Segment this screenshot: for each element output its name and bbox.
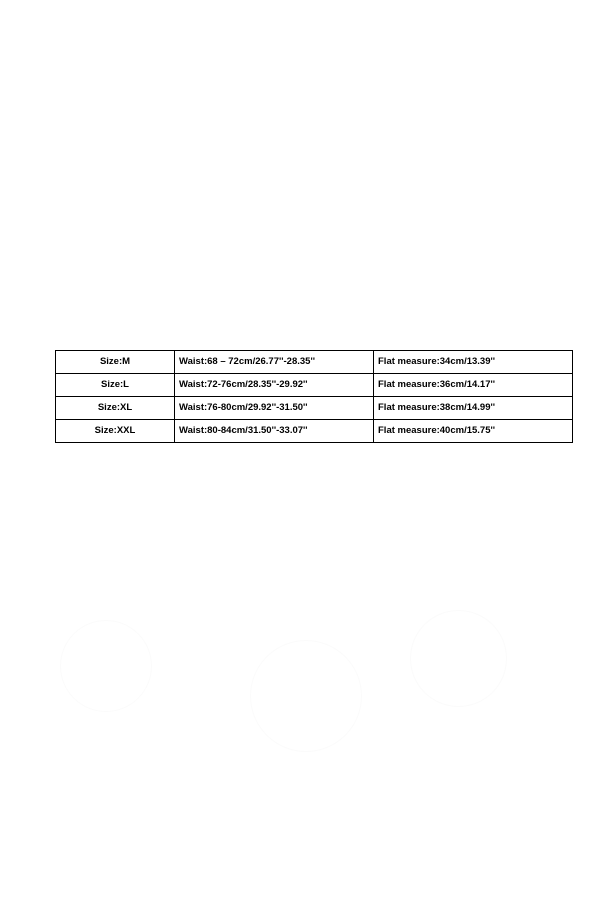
table-row [56, 420, 573, 443]
size-cell: Size:M [56, 351, 175, 374]
flat-measure-cell: Flat measure:36cm/14.17'' [374, 374, 573, 397]
flat-measure-cell: Flat measure:40cm/15.75'' [374, 420, 573, 443]
size-cell: Size:L [56, 374, 175, 397]
table-row [56, 374, 573, 397]
watermark-circle [410, 610, 507, 707]
flat-measure-cell: Flat measure:38cm/14.99'' [374, 397, 573, 420]
table-row [56, 397, 573, 420]
size-chart [55, 350, 545, 443]
waist-cell: Waist:80-84cm/31.50''-33.07'' [175, 420, 374, 443]
waist-cell: Waist:76-80cm/29.92''-31.50'' [175, 397, 374, 420]
waist-cell: Waist:68 – 72cm/26.77''-28.35'' [175, 351, 374, 374]
table-row [56, 351, 573, 374]
watermark-circle [250, 640, 362, 752]
watermark-circle [60, 620, 152, 712]
size-cell: Size:XL [56, 397, 175, 420]
size-cell: Size:XXL [56, 420, 175, 443]
size-table [55, 350, 573, 443]
waist-cell: Waist:72-76cm/28.35''-29.92'' [175, 374, 374, 397]
flat-measure-cell: Flat measure:34cm/13.39'' [374, 351, 573, 374]
